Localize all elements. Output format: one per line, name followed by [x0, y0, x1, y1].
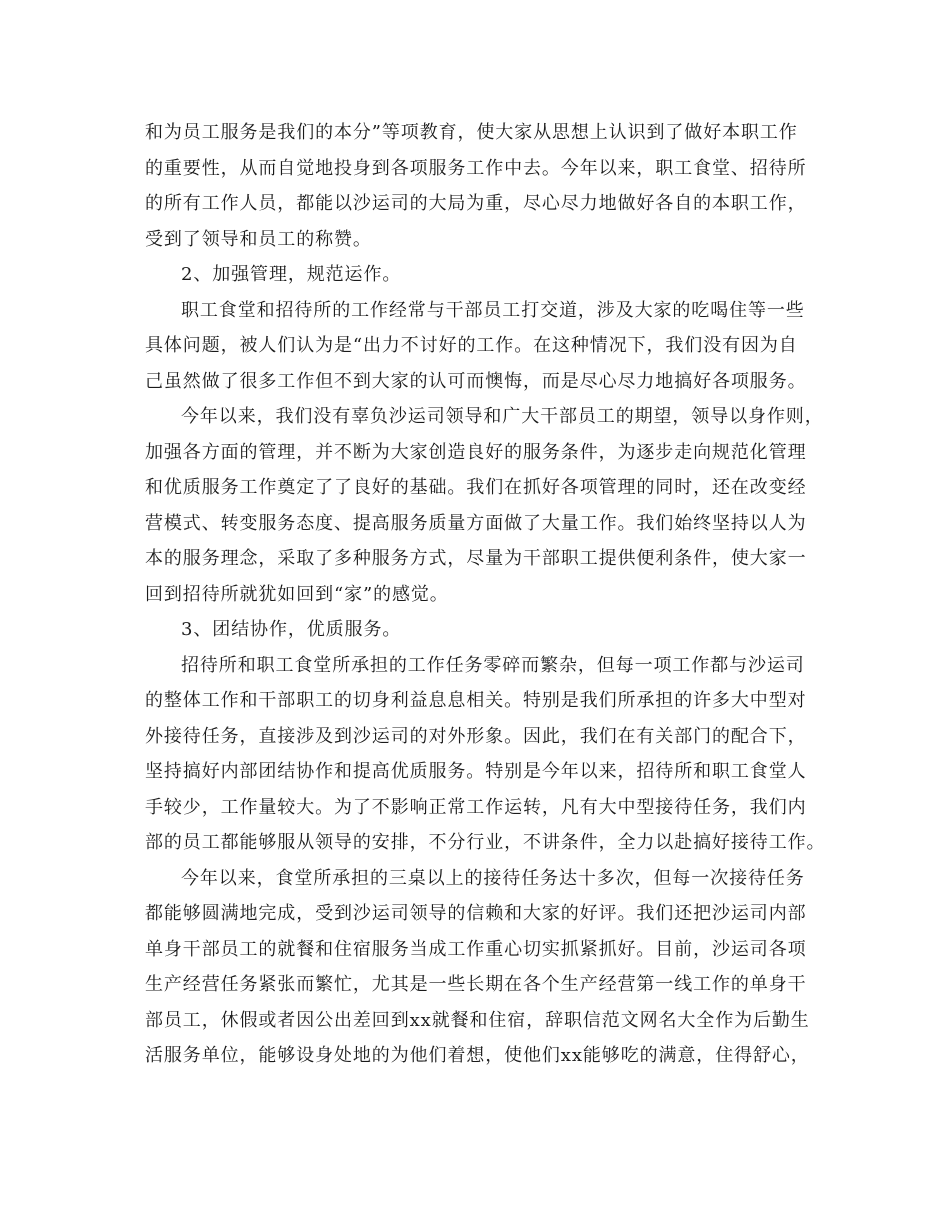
- text-line: 招待所和职工食堂所承担的工作任务零碎而繁杂，但每一项工作都与沙运司: [181, 654, 805, 676]
- text-line: 活服务单位，能够设身处地的为他们着想，使他们xx能够吃的满意，住得舒心，: [145, 1045, 810, 1066]
- text-line: 2、加强管理，规范运作。: [181, 264, 402, 285]
- text-line: 今年以来，我们没有辜负沙运司领导和广大干部员工的期望，领导以身作则，: [181, 406, 824, 427]
- text-line: 己虽然做了很多工作但不到大家的认可而懊悔，而是尽心尽力地搞好各项服务。: [145, 370, 807, 392]
- text-line: 和优质服务工作奠定了了良好的基础。我们在抓好各项管理的同时，还在改变经: [145, 477, 807, 498]
- text-line: 手较少，工作量较大。为了不影响正常工作运转，凡有大中型接待任务，我们内: [145, 796, 807, 818]
- text-line: 的重要性，从而自觉地投身到各项服务工作中去。今年以来，职工食堂、招待所: [145, 157, 807, 179]
- text-line: 部的员工都能够服从领导的安排，不分行业，不讲条件，全力以赴搞好接待工作。: [145, 832, 826, 853]
- text-line: 今年以来，食堂所承担的三桌以上的接待任务达十多次，但每一次接待任务: [181, 867, 805, 889]
- text-line: 营模式、转变服务态度、提高服务质量方面做了大量工作。我们始终坚持以人为: [145, 512, 807, 534]
- text-line: 加强各方面的管理，并不断为大家创造良好的服务条件，为逐步走向规范化管理: [145, 441, 807, 463]
- text-line: 单身干部员工的就餐和住宿服务当成工作重心切实抓紧抓好。目前，沙运司各项: [145, 938, 807, 960]
- text-line: 部员工，休假或者因公出差回到xx就餐和住宿，辞职信范文网名大全作为后勤生: [145, 1009, 810, 1031]
- text-line: 职工食堂和招待所的工作经常与干部员工打交道，涉及大家的吃喝住等一些: [181, 299, 805, 321]
- text-line: 外接待任务，直接涉及到沙运司的对外形象。因此，我们在有关部门的配合下，: [145, 725, 807, 747]
- text-line: 的整体工作和干部职工的切身利益息息相关。特别是我们所承担的许多大中型对: [145, 690, 807, 711]
- text-line: 都能够圆满地完成，受到沙运司领导的信赖和大家的好评。我们还把沙运司内部: [145, 903, 807, 924]
- text-line: 3、团结协作，优质服务。: [181, 619, 402, 640]
- text-line: 生产经营任务紧张而繁忙，尤其是一些长期在各个生产经营第一线工作的单身干: [145, 974, 807, 995]
- text-line: 具体问题，被人们认为是“出力不讨好的工作。在这种情况下，我们没有因为自: [145, 335, 798, 356]
- text-line: 受到了领导和员工的称赞。: [145, 228, 372, 250]
- text-line: 和为员工服务是我们的本分”等项教育，使大家从思想上认识到了做好本职工作: [145, 122, 798, 143]
- document-body: [145, 115, 826, 1074]
- text-line: 回到招待所就犹如回到“家”的感觉。: [145, 583, 449, 605]
- text-line: 坚持搞好内部团结协作和提高优质服务。特别是今年以来，招待所和职工食堂人: [145, 761, 807, 782]
- text-line: 的所有工作人员，都能以沙运司的大局为重，尽心尽力地做好各自的本职工作，: [145, 193, 807, 214]
- text-line: 本的服务理念，采取了多种服务方式，尽量为干部职工提供便利条件，使大家一: [145, 548, 807, 569]
